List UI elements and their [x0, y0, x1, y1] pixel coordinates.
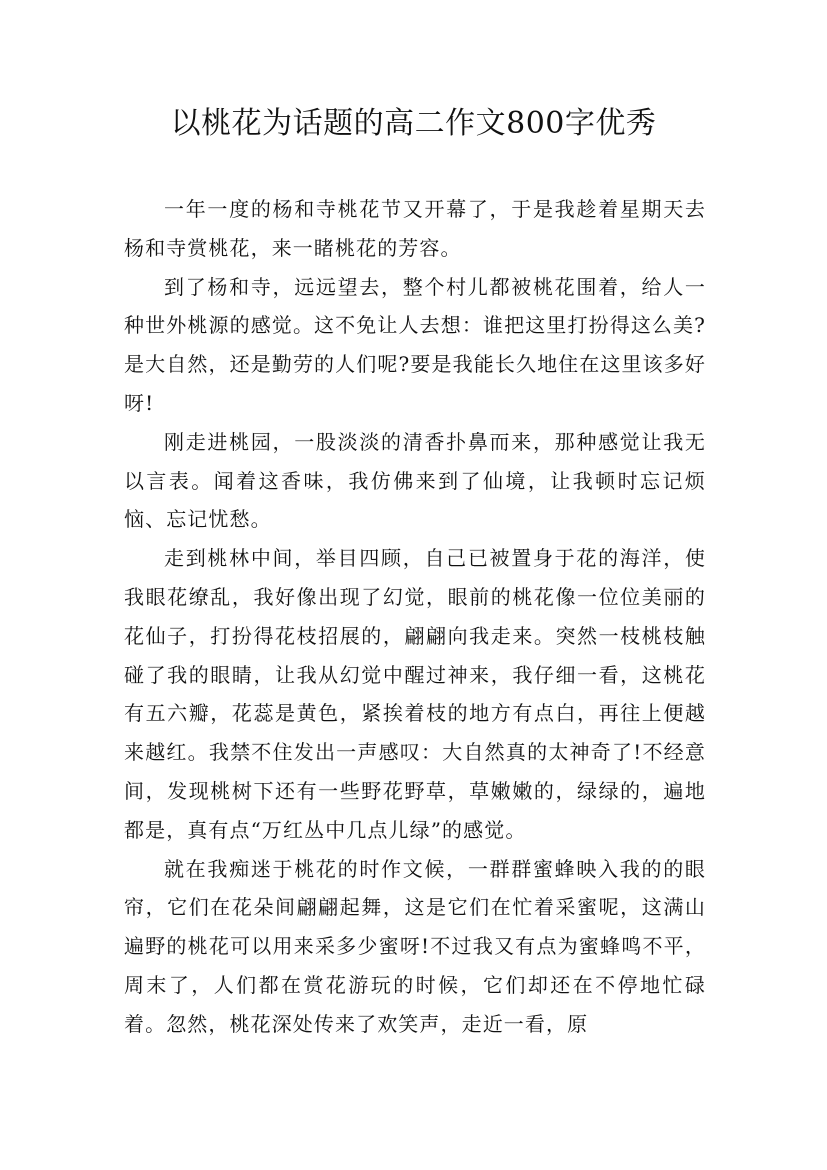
- paragraph: 走到桃林中间，举目四顾，自己已被置身于花的海洋，使我眼花缭乱，我好像出现了幻觉，眼前的桃花像一位位美丽的花仙子，打扮得花枝招展的，翩翩向我走来。突然一枝桃枝触碰了我的眼睛，让我从幻觉中醒过神来，我仔细一看，这桃花有五六瓣，花蕊是黄色，紧挨着枝的地方有点白，再往上便越来越红。我禁不住发出一声感叹：大自然真的太神奇了!不经意间，发现桃树下还有一些野花野草，草嫩嫩的，绿绿的，遍地都是，真有点“万红丛中几点儿绿”的感觉。: [124, 546, 706, 842]
- document-title: 以桃花为话题的高二作文800字优秀: [170, 106, 657, 141]
- paragraph: 就在我痴迷于桃花的时作文候，一群群蜜蜂映入我的的眼帘，它们在花朵间翩翩起舞，这是它们在忙着采蜜呢，这满山遍野的桃花可以用来采多少蜜呀!不过我又有点为蜜蜂鸣不平，周末了，人们都在赏花游玩的时候，它们却还在不停地忙碌着。忽然，桃花深处传来了欢笑声，走近一看，原: [124, 856, 706, 1036]
- document-body: [124, 190, 706, 1044]
- paragraph: 刚走进桃园，一股淡淡的清香扑鼻而来，那种感觉让我无以言表。闻着这香味，我仿佛来到了仙境，让我顿时忘记烦恼、忘记忧愁。: [124, 429, 706, 532]
- paragraph: 一年一度的杨和寺桃花节又开幕了，于是我趁着星期天去杨和寺赏桃花，来一睹桃花的芳容。: [124, 197, 706, 260]
- paragraph: 到了杨和寺，远远望去，整个村儿都被桃花围着，给人一种世外桃源的感觉。这不免让人去想：谁把这里打扮得这么美?是大自然，还是勤劳的人们呢?要是我能长久地住在这里该多好呀!: [124, 274, 706, 415]
